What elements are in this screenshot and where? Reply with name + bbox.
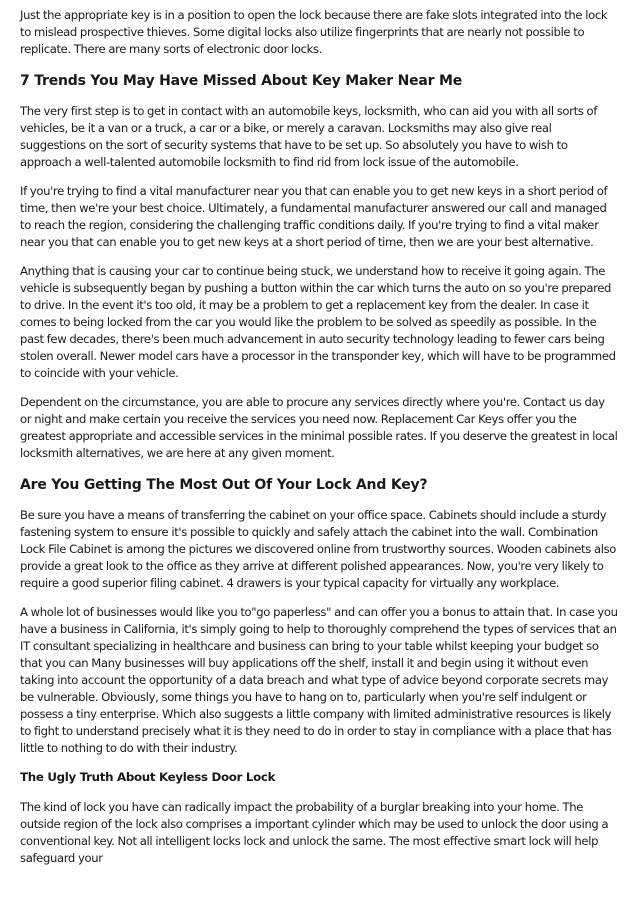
paragraph-car-stuck: Anything that is causing your car to continue being stuck, we understand how to receive it going again. The vehicle is subsequently began by pushing a button within the car which turns the auto on so you're prepared to drive. In the event it's too old, it may be a problem to get a replacement key from the dealer. In case it comes to being locked from the car you would like the problem to be solved as speedily as possible. In the past few decades, there's been much advancement in auto security technology leading to fewer cars being stolen overall. Newer model cars have a processor in the transponder key, which will have to be programmed to coincide with your vehicle. [20,264,616,380]
paragraph-cabinet: Be sure you have a means of transferring the cabinet on your office space. Cabinets should include a sturdy fastening system to ensure it's possible to quickly and safely attach the cabinet into the wall. Combination Lock File Cabinet is among the pictures we discovered online from trustworthy sources. Wooden cabinets also provide a great look to the office as they arrive at different polished appearances. Now, you're very likely to require a good superior filing cabinet. 4 drawers is your typical capacity for virtually any workplace. [20,508,617,590]
paragraph-paperless: A whole lot of businesses would like you to"go paperless" and can offer you a bonus to attain that. In case you have a business in California, it's simply going to help to thoroughly comprehend the types of services that an IT consultant specializing in healthcare and business can bring to your table whilst keeping your budget so that you can Many businesses will buy applications off the shelf, install it and begin using it without even taking into account the opportunity of a data breach and what type of advice beyond corporate secrets may be vulnerable. Obviously, some things you have to hang on to, particularly when you're self indulgent or possess a tiny enterprise. Which also suggests a little company with limited administrative resources is likely to fight to understand precisely what it is they need to do in order to stay in compliance with a place that has little to nothing to do with their industry. [20,605,618,755]
paragraph-kind-of-lock: The kind of lock you have can radically impact the probability of a burglar breaking into your home. The outside region of the lock also comprises a important cylinder which may be used to unlock the door using a conventional key. Not all intelligent locks lock and unlock the same. The most effective smart lock will help safeguard your [20,800,609,865]
paragraph-first-step: The very first step is to get in contact with an automobile keys, locksmith, who can aid you with all sorts of vehicles, be it a van or a truck, a car or a bike, or merely a caravan. Locksmiths may also give real suggestions on the sort of security systems that have to be set up. So absolutely you have to wish to approach a well-talented automobile locksmith to find rid from lock issue of the automobile. [20,104,597,169]
paragraph-circumstance: Dependent on the circumstance, you are able to procure any services directly where you're. Contact us day or night and make certain you receive the services you need now. Replacement Car Keys offer you the greatest appropriate and accessible services in the minimal possible rates. If you deserve the greatest in local locksmith alternatives, we are here at any given moment. [20,395,618,460]
heading-key-maker-trends: 7 Trends You May Have Missed About Key Maker Near Me [20,73,463,89]
heading-keyless-door-lock: The Ugly Truth About Keyless Door Lock [20,770,276,784]
paragraph-intro: Just the appropriate key is in a position to open the lock because there are fake slots integrated into the lock to mislead prospective thieves. Some digital locks also utilize fingerprints that are nearly not possible to replicate. There are many sorts of electronic door locks. [20,8,608,56]
paragraph-vital-manufacturer: If you're trying to find a vital manufacturer near you that can enable you to get new keys in a short period of time, then we're your best choice. Ultimately, a fundamental manufacturer answered our call and managed to reach the region, considering the challenging traffic conditions daily. If you're trying to find a vital maker near you that can enable you to get new keys at a short period of time, then we are your best alternative. [20,184,608,249]
heading-lock-and-key: Are You Getting The Most Out Of Your Lock And Key? [20,477,428,493]
